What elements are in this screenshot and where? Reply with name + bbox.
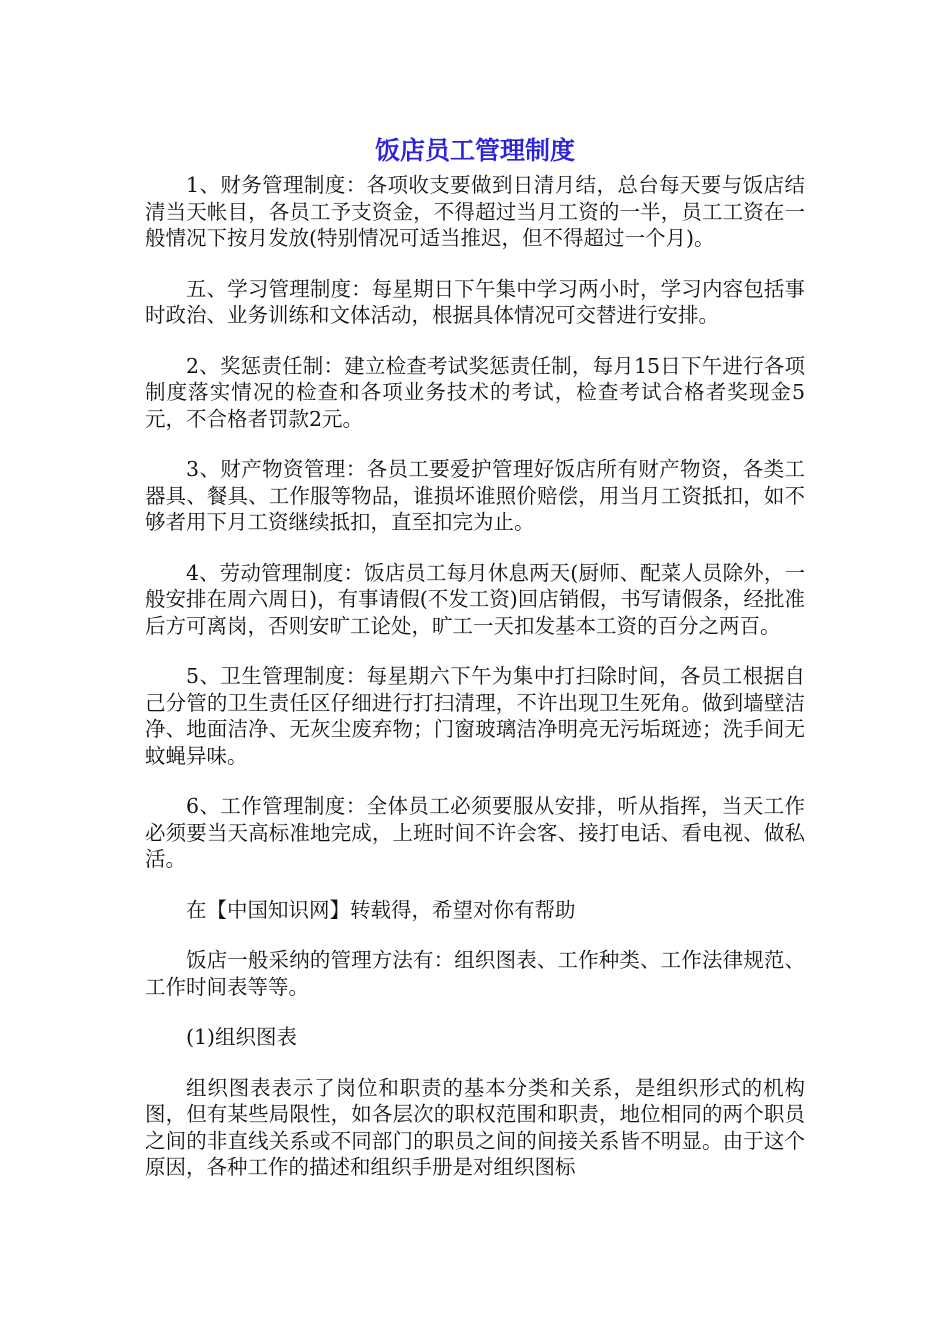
paragraph-labor: 4、劳动管理制度：饭店员工每月休息两天(厨师、配菜人员除外，一般安排在周六周日)，有事请假(不发工资)回店销假，书写请假条，经批准后方可离岗，否则安旷工论处，旷工一天扣发基本工资的百分之两百。 (145, 560, 805, 638)
paragraph-hygiene: 5、卫生管理制度：每星期六下午为集中打扫除时间，各员工根据自己分管的卫生责任区仔细进行打扫清理，不许出现卫生死角。做到墙壁洁净、地面洁净、无灰尘废弃物；门窗玻璃洁净明亮无污垢斑迹；洗手间无蚊蝇异味。 (145, 664, 805, 768)
document-title: 饭店员工管理制度 (374, 136, 575, 165)
paragraph-reward-penalty: 2、奖惩责任制：建立检查考试奖惩责任制，每月15日下午进行各项制度落实情况的检查和各项业务技术的考试，检查考试合格者奖现金5元，不合格者罚款2元。 (145, 353, 805, 431)
paragraph-org-chart-description: 组织图表表示了岗位和职责的基本分类和关系，是组织形式的机构图，但有某些局限性，如各层次的职权范围和职责，地位相同的两个职员之间的非直线关系或不同部门的职员之间的间接关系皆不明显。由于这个原因，各种工作的描述和组织手册是对组织图标 (145, 1075, 805, 1179)
document-body (145, 172, 805, 1205)
paragraph-work: 6、工作管理制度：全体员工必须要服从安排，听从指挥，当天工作必须要当天高标准地完成，上班时间不许会客、接打电话、看电视、做私活。 (145, 794, 805, 871)
paragraph-management-methods: 饭店一般采纳的管理方法有：组织图表、工作种类、工作法律规范、工作时间表等等。 (145, 948, 805, 999)
paragraph-property: 3、财产物资管理：各员工要爱护管理好饭店所有财产物资，各类工器具、餐具、工作服等物品，谁损坏谁照价赔偿，用当月工资抵扣，如不够者用下月工资继续抵扣，直至扣完为止。 (145, 457, 805, 534)
paragraph-org-chart-heading: (1)组织图表 (186, 1025, 298, 1049)
paragraph-study: 五、学习管理制度：每星期日下午集中学习两小时，学习内容包括事时政治、业务训练和文体活动，根据具体情况可交替进行安排。 (145, 276, 805, 327)
paragraph-source-note: 在【中国知识网】转载得，希望对你有帮助 (186, 897, 576, 922)
paragraph-finance: 1、财务管理制度：各项收支要做到日清月结，总台每天要与饭店结清当天帐目，各员工予支资金，不得超过当月工资的一半，员工工资在一般情况下按月发放(特别情况可适当推迟，但不得超过一个月)。 (145, 173, 805, 250)
